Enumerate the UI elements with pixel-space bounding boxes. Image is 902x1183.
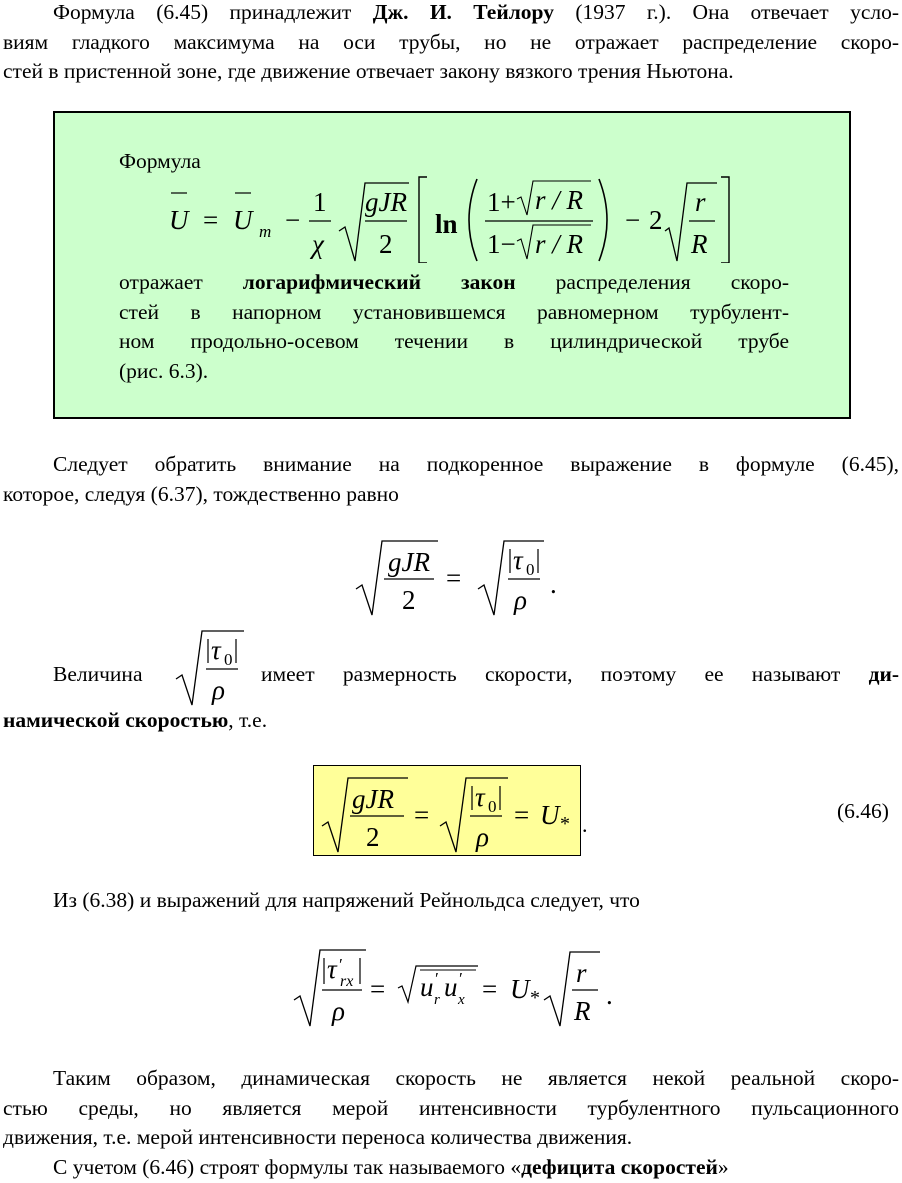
svg-text:′: ′ <box>434 969 438 988</box>
svg-text:′: ′ <box>458 969 462 988</box>
svg-text:2: 2 <box>366 822 380 852</box>
svg-text:=: = <box>446 563 462 593</box>
svg-text:ρ: ρ <box>514 585 527 615</box>
svg-text:=: = <box>414 800 430 830</box>
text-line: Таким образом, динамическая скорость не является некой реальной скоро- <box>53 1066 899 1090</box>
formula-inline-radical <box>172 625 252 707</box>
svg-text:*: * <box>560 813 570 835</box>
svg-text:=: = <box>203 205 219 235</box>
svg-text:u: u <box>444 972 458 1002</box>
svg-text:−: − <box>285 205 301 235</box>
svg-text:0: 0 <box>526 560 535 579</box>
svg-text:.: . <box>550 569 557 599</box>
svg-text:τ: τ <box>327 954 337 984</box>
svg-text:r / R: r / R <box>535 229 584 259</box>
term-dynamic: ди- <box>868 662 899 686</box>
equation-number: (6.46) <box>837 799 889 823</box>
formula-reynolds-stress <box>290 944 620 1028</box>
log-law-box <box>53 111 851 419</box>
text-line: которое, следуя (6.37), тождественно равно <box>3 481 399 506</box>
svg-text:*: * <box>530 987 540 1009</box>
svg-text:′: ′ <box>338 955 342 974</box>
svg-text:gJR: gJR <box>365 187 407 217</box>
svg-text:2: 2 <box>379 229 393 259</box>
paragraph-taylor-formula <box>3 0 899 87</box>
svg-text:m: m <box>259 222 272 241</box>
svg-text:x: x <box>458 992 465 1008</box>
svg-text:R: R <box>691 229 708 259</box>
svg-text:r / R: r / R <box>535 185 584 215</box>
text: Величина <box>53 662 143 686</box>
svg-text:.: . <box>606 980 613 1010</box>
text: (1937 г.). Она отвечает усло- <box>553 0 899 24</box>
formula-radicand-identity <box>350 535 570 617</box>
svg-text:ρ: ρ <box>212 675 225 705</box>
box-description <box>119 268 789 386</box>
text: Формула (6.45) принадлежит <box>53 0 373 24</box>
svg-text:rx: rx <box>340 973 354 990</box>
text: имеет размерность скорости, поэтому ее называют <box>261 662 869 686</box>
svg-text:=: = <box>482 974 498 1004</box>
text: распределения скоро- <box>515 270 789 294</box>
svg-text:τ: τ <box>211 635 221 665</box>
text-line: стей в пристенной зоне, где движение отвечает закону вязкого трения Ньютона. <box>3 59 734 83</box>
svg-text:0: 0 <box>224 650 233 669</box>
text-line: стей в напорном установившемся равномерном турбулент- <box>119 299 789 324</box>
paragraph-velocity-deficit <box>3 1153 899 1183</box>
paragraph-conclusion <box>3 1064 899 1153</box>
text: , т.е. <box>228 707 268 732</box>
text-line: ном продольно-осевом течении в цилиндрической трубе <box>119 329 789 353</box>
text-line: движения, т.е. мерой интенсивности переноса количества движения. <box>3 1125 633 1149</box>
svg-text:τ: τ <box>475 782 485 812</box>
term-dynamic-velocity: намической скоростью <box>3 707 229 732</box>
svg-text:r: r <box>434 992 440 1008</box>
paragraph-radicand <box>3 450 899 509</box>
svg-text:U: U <box>233 205 253 235</box>
svg-text:ρ: ρ <box>332 996 345 1026</box>
textbook-page: Формула (6.45) принадлежит Дж. И. Тейлору (1937 г.). Она отвечает усло- виям гладкого максимума на оси трубы, но не отражает распределение скоро- стей в пристенной зоне, где движение отвечает закону вязкого трения Ньютона. Формула U = U m − 1 χ gJR 2 ln 1+ r / R 1− r / R − 2 r R отражает логарифмический закон распределения скоро- стей в напорном установившемся равномерном турбулент- ном продольно-осевом течении в цилиндрической трубе (рис. 6.3). Следует обратить внимание на подкоренное выражение в формуле (6.45), которое, следуя (6.37), тождественно равно gJR 2 = τ 0 ρ . Величина имеет размерность скорости, поэтому ее называют ди- намической скоростью, т.е. τ 0 ρ gJR 2 = τ 0 ρ = U * . (6.46) Из (6.38) и выражений для напряжений Рейнольдса следует, что τ ′ rx ρ = u ′ r u ′ x = U * r R . Таким образом, динамическая скорость не является некой реальной скоро- стью среды, но является мерой интенсивности турбулентного пульсационного движения, т.е. мерой интенсивности переноса количества движения. С учетом (6.46) строят формулы так называемого «дефицита скоростей» <box>0 0 902 1181</box>
author-name: Дж. И. Тейлору <box>372 0 554 24</box>
svg-text:u: u <box>420 972 434 1002</box>
text-line: Из (6.38) и выражений для напряжений Рейнольдса следует, что <box>53 888 640 912</box>
dynamic-velocity-box <box>313 765 581 856</box>
svg-text:gJR: gJR <box>352 784 394 814</box>
text-line: стью среды, но является мерой интенсивности турбулентного пульсационного <box>3 1095 899 1120</box>
svg-text:U: U <box>540 800 560 830</box>
svg-text:τ: τ <box>513 545 523 575</box>
svg-text:1+: 1+ <box>487 187 516 217</box>
svg-text:−: − <box>625 205 641 235</box>
svg-text:gJR: gJR <box>388 547 430 577</box>
svg-text:1: 1 <box>313 187 327 217</box>
text-line: виям гладкого максимума на оси трубы, но не отражает распределение скоро- <box>3 29 899 54</box>
svg-text:=: = <box>370 974 386 1004</box>
text: отражает <box>119 270 243 294</box>
svg-text:r: r <box>695 187 706 217</box>
svg-text:U: U <box>169 205 189 235</box>
svg-text:1−: 1− <box>487 229 516 259</box>
text-line: (рис. 6.3). <box>119 358 209 383</box>
log-law-term: логарифмический закон <box>242 270 516 294</box>
box-heading: Формула <box>119 149 201 173</box>
text-line: Следует обратить внимание на подкоренное выражение в формуле (6.45), <box>53 452 899 476</box>
svg-text:0: 0 <box>488 797 497 816</box>
svg-text:=: = <box>514 800 530 830</box>
formula-dynamic-velocity <box>318 770 580 854</box>
svg-text:2: 2 <box>649 205 663 235</box>
svg-text:ρ: ρ <box>476 822 489 852</box>
text: » <box>717 1155 729 1179</box>
svg-text:r: r <box>576 958 587 988</box>
svg-text:U: U <box>510 974 530 1004</box>
svg-text:2: 2 <box>402 585 416 615</box>
svg-text:χ: χ <box>312 229 324 259</box>
svg-text:ln: ln <box>435 209 458 239</box>
text: С учетом (6.46) строят формулы так называемого « <box>53 1155 522 1179</box>
paragraph-dynamic-velocity <box>3 660 899 735</box>
svg-text:R: R <box>574 996 591 1026</box>
paragraph-reynolds <box>3 886 899 916</box>
formula-log-law <box>165 173 735 263</box>
term-velocity-deficit: дефицита скоростей <box>521 1155 718 1179</box>
